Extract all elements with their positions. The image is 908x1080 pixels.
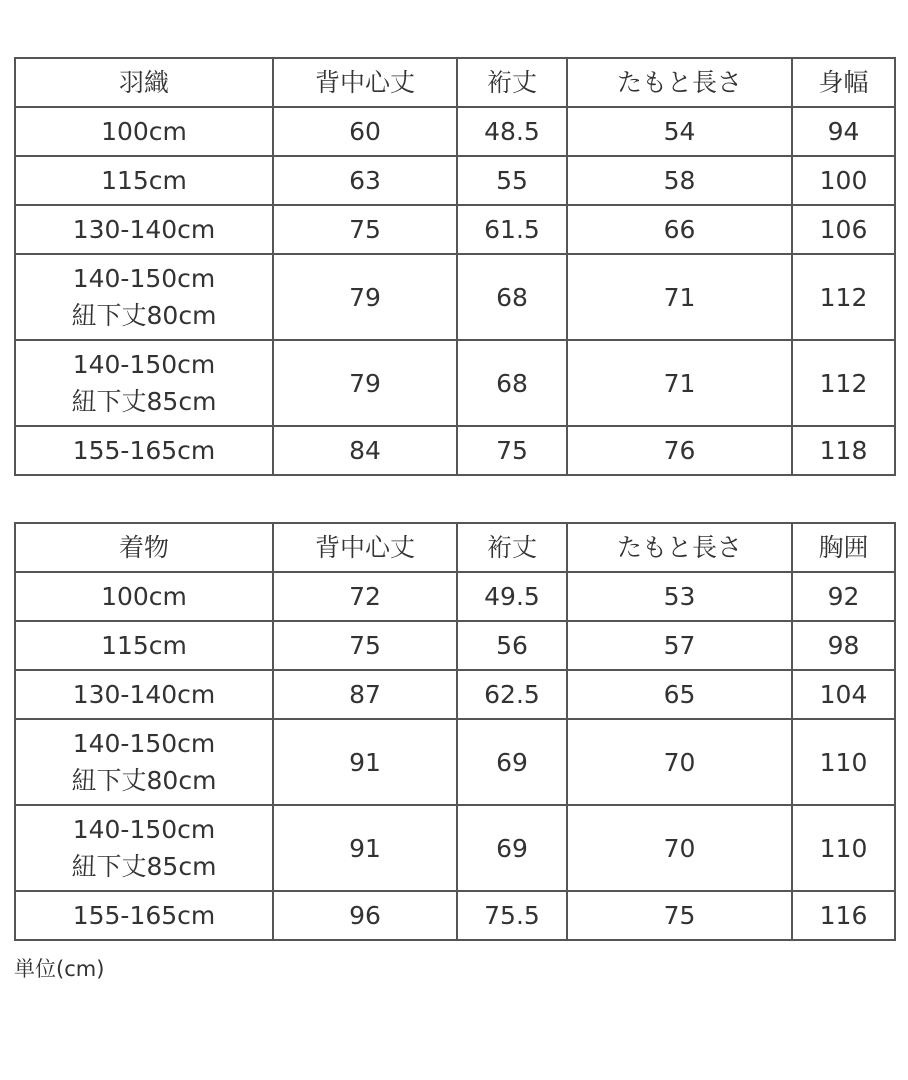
value-cell: 55 bbox=[457, 156, 567, 205]
size-cell bbox=[15, 572, 273, 621]
header-cell: たもと長さ bbox=[567, 523, 792, 572]
size-sublabel: 紐下丈85cm bbox=[71, 387, 217, 416]
header-cell: たもと長さ bbox=[567, 58, 792, 107]
header-cell: 裄丈 bbox=[457, 58, 567, 107]
value-cell: 69 bbox=[457, 805, 567, 891]
value-cell: 79 bbox=[273, 254, 457, 340]
value-cell: 96 bbox=[273, 891, 457, 940]
value-cell: 75 bbox=[273, 205, 457, 254]
size-sublabel: 紐下丈85cm bbox=[71, 852, 217, 881]
value-cell: 48.5 bbox=[457, 107, 567, 156]
value-cell: 76 bbox=[567, 426, 792, 475]
value-cell: 100 bbox=[792, 156, 895, 205]
table-row bbox=[15, 426, 895, 475]
value-cell: 68 bbox=[457, 254, 567, 340]
table-row bbox=[15, 572, 895, 621]
value-cell: 71 bbox=[567, 254, 792, 340]
table-header-row bbox=[15, 58, 895, 107]
value-cell: 57 bbox=[567, 621, 792, 670]
table-header-row bbox=[15, 523, 895, 572]
table-row bbox=[15, 156, 895, 205]
value-cell: 79 bbox=[273, 340, 457, 426]
header-cell: 裄丈 bbox=[457, 523, 567, 572]
value-cell: 49.5 bbox=[457, 572, 567, 621]
table-row bbox=[15, 621, 895, 670]
value-cell: 69 bbox=[457, 719, 567, 805]
table-row bbox=[15, 719, 895, 805]
value-cell: 56 bbox=[457, 621, 567, 670]
value-cell: 66 bbox=[567, 205, 792, 254]
value-cell: 91 bbox=[273, 805, 457, 891]
size-cell bbox=[15, 891, 273, 940]
size-label: 155-165cm bbox=[72, 436, 216, 465]
size-label: 115cm bbox=[101, 166, 187, 195]
size-cell bbox=[15, 621, 273, 670]
value-cell: 110 bbox=[792, 805, 895, 891]
size-cell bbox=[15, 107, 273, 156]
size-cell bbox=[15, 670, 273, 719]
value-cell: 53 bbox=[567, 572, 792, 621]
size-cell bbox=[15, 254, 273, 340]
value-cell: 75 bbox=[273, 621, 457, 670]
header-cell: 羽織 bbox=[15, 58, 273, 107]
kimono-size-table bbox=[14, 522, 896, 941]
haori-size-table bbox=[14, 57, 896, 476]
value-cell: 112 bbox=[792, 254, 895, 340]
size-label: 130-140cm bbox=[72, 680, 216, 709]
table-row bbox=[15, 891, 895, 940]
value-cell: 68 bbox=[457, 340, 567, 426]
size-label: 100cm bbox=[101, 582, 187, 611]
value-cell: 75.5 bbox=[457, 891, 567, 940]
table-row bbox=[15, 805, 895, 891]
header-cell: 背中心丈 bbox=[273, 523, 457, 572]
value-cell: 87 bbox=[273, 670, 457, 719]
size-cell bbox=[15, 156, 273, 205]
size-label: 140-150cm bbox=[72, 815, 216, 844]
value-cell: 84 bbox=[273, 426, 457, 475]
value-cell: 63 bbox=[273, 156, 457, 205]
header-cell: 背中心丈 bbox=[273, 58, 457, 107]
size-label: 115cm bbox=[101, 631, 187, 660]
value-cell: 54 bbox=[567, 107, 792, 156]
value-cell: 58 bbox=[567, 156, 792, 205]
value-cell: 62.5 bbox=[457, 670, 567, 719]
table-row bbox=[15, 670, 895, 719]
table-row bbox=[15, 340, 895, 426]
value-cell: 98 bbox=[792, 621, 895, 670]
value-cell: 70 bbox=[567, 719, 792, 805]
value-cell: 70 bbox=[567, 805, 792, 891]
value-cell: 71 bbox=[567, 340, 792, 426]
value-cell: 91 bbox=[273, 719, 457, 805]
table-row bbox=[15, 254, 895, 340]
table-row bbox=[15, 107, 895, 156]
value-cell: 61.5 bbox=[457, 205, 567, 254]
value-cell: 94 bbox=[792, 107, 895, 156]
size-cell bbox=[15, 426, 273, 475]
value-cell: 92 bbox=[792, 572, 895, 621]
size-sublabel: 紐下丈80cm bbox=[71, 766, 217, 795]
size-label: 155-165cm bbox=[72, 901, 216, 930]
value-cell: 65 bbox=[567, 670, 792, 719]
value-cell: 110 bbox=[792, 719, 895, 805]
value-cell: 104 bbox=[792, 670, 895, 719]
value-cell: 60 bbox=[273, 107, 457, 156]
size-label: 140-150cm bbox=[72, 350, 216, 379]
header-cell: 着物 bbox=[15, 523, 273, 572]
header-cell: 胸囲 bbox=[792, 523, 895, 572]
size-cell bbox=[15, 205, 273, 254]
size-label: 130-140cm bbox=[72, 215, 216, 244]
value-cell: 75 bbox=[567, 891, 792, 940]
size-label: 140-150cm bbox=[72, 264, 216, 293]
size-cell bbox=[15, 719, 273, 805]
size-label: 100cm bbox=[101, 117, 187, 146]
table-row bbox=[15, 205, 895, 254]
value-cell: 106 bbox=[792, 205, 895, 254]
size-cell bbox=[15, 340, 273, 426]
unit-note: 単位(cm) bbox=[14, 957, 105, 981]
size-cell bbox=[15, 805, 273, 891]
header-cell: 身幅 bbox=[792, 58, 895, 107]
value-cell: 75 bbox=[457, 426, 567, 475]
value-cell: 72 bbox=[273, 572, 457, 621]
value-cell: 116 bbox=[792, 891, 895, 940]
value-cell: 118 bbox=[792, 426, 895, 475]
value-cell: 112 bbox=[792, 340, 895, 426]
size-label: 140-150cm bbox=[72, 729, 216, 758]
size-sublabel: 紐下丈80cm bbox=[71, 301, 217, 330]
